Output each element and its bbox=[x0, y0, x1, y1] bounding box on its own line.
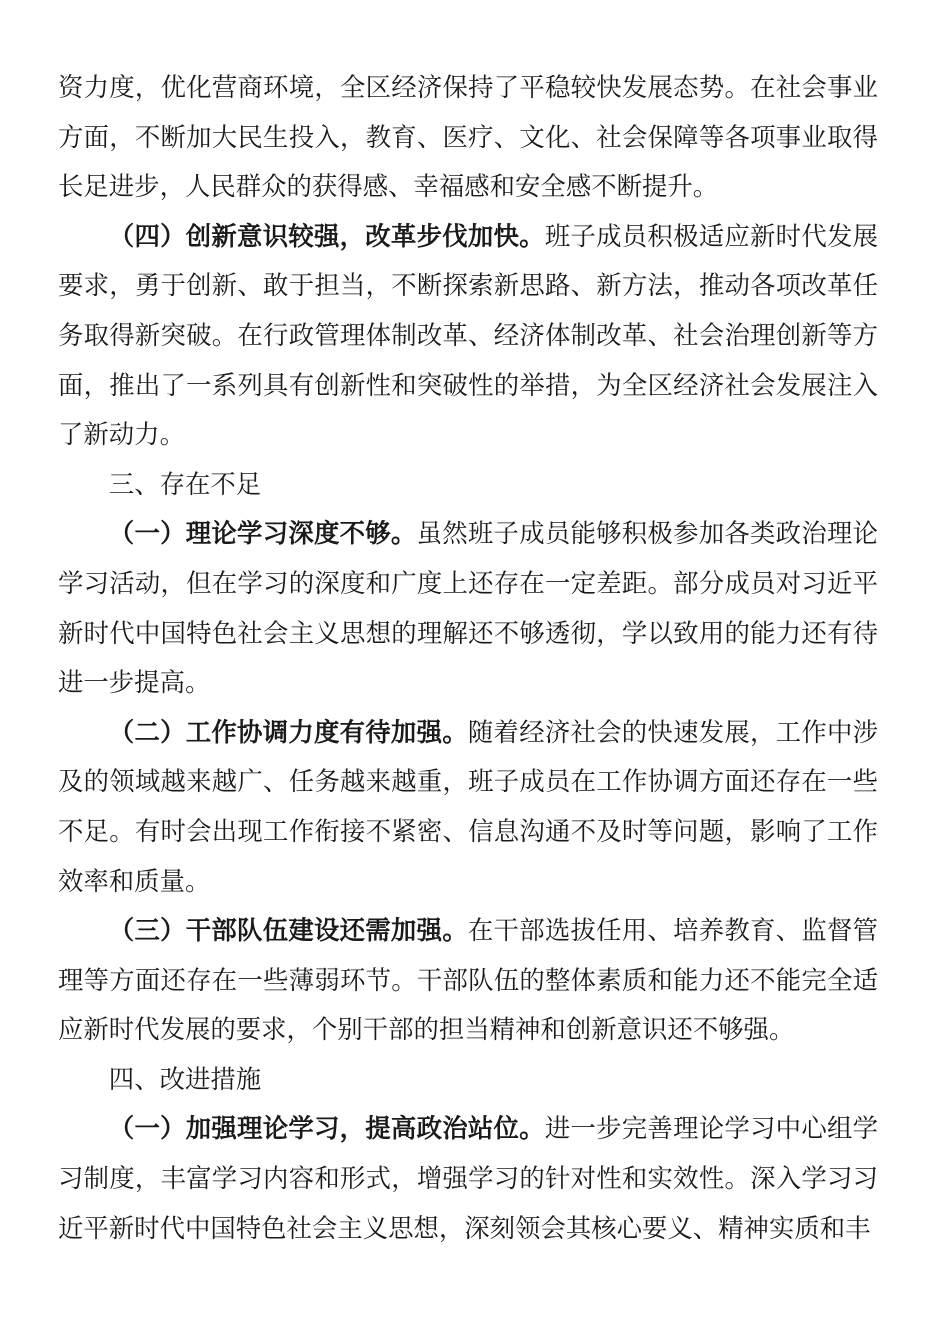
paragraph-text: 虽然班子成员能够积极参加各类政治理论学习活动，但在学习的深度和广度上还存在一定差距。部分成员对习近平新时代中国特色社会主义思想的理解还不够透彻，学以致用的能力还有待进一步提高。 bbox=[58, 518, 879, 698]
section-heading-improvements bbox=[58, 1055, 878, 1105]
paragraph-text: 资力度，优化营商环境，全区经济保持了平稳较快发展态势。在社会事业方面，不断加大民生投入，教育、医疗、文化、社会保障等各项事业取得长足进步，人民群众的获得感、幸福感和安全感不断提升。 bbox=[58, 72, 878, 202]
paragraph-heading: （三）干部队伍建设还需加强。 bbox=[108, 915, 468, 946]
paragraph-text: 随着经济社会的快速发展，工作中涉及的领域越来越广、任务越来越重，班子成员在工作协调方面还存在一些不足。有时会出现工作衔接不紧密、信息沟通不及时等问题，影响了工作效率和质量。 bbox=[58, 716, 879, 896]
paragraph-heading: （二）工作协调力度有待加强。 bbox=[108, 716, 468, 747]
paragraph-text: 班子成员积极适应新时代发展要求，勇于创新、敢于担当，不断探索新思路、新方法，推动各项改革任务取得新突破。在行政管理体制改革、经济体制改革、社会治理创新等方面，推出了一系列具有创新性和突破性的举措，为全区经济社会发展注入了新动力。 bbox=[58, 220, 879, 450]
paragraph-heading: （一）理论学习深度不够。 bbox=[108, 518, 417, 549]
paragraph-theory-study bbox=[58, 509, 878, 707]
paragraph-text: 在干部选拔任用、培养教育、监督管理等方面还存在一些薄弱环节。干部队伍的整体素质和能力还不能完全适应新时代发展的要求，个别干部的担当精神和创新意识还不够强。 bbox=[58, 915, 879, 1045]
paragraph-work-coordination bbox=[58, 708, 878, 906]
section-heading-shortcomings bbox=[58, 460, 878, 510]
paragraph-continuation bbox=[58, 63, 878, 212]
section-heading-text: 三、存在不足 bbox=[108, 468, 262, 499]
paragraph-text: 进一步完善理论学习中心组学习制度，丰富学习内容和形式，增强学习的针对性和实效性。深入学习习近平新时代中国特色社会主义思想，深刻领会其核心要义、精神实质和丰 bbox=[58, 1113, 879, 1243]
paragraph-heading: （四）创新意识较强，改革步伐加快。 bbox=[108, 220, 545, 251]
paragraph-strengthen-study bbox=[58, 1104, 878, 1253]
paragraph-heading: （一）加强理论学习，提高政治站位。 bbox=[108, 1113, 545, 1144]
paragraph-cadre-building bbox=[58, 906, 878, 1055]
section-heading-text: 四、改进措施 bbox=[108, 1063, 262, 1094]
paragraph-innovation bbox=[58, 212, 878, 460]
document-page bbox=[58, 63, 878, 1253]
